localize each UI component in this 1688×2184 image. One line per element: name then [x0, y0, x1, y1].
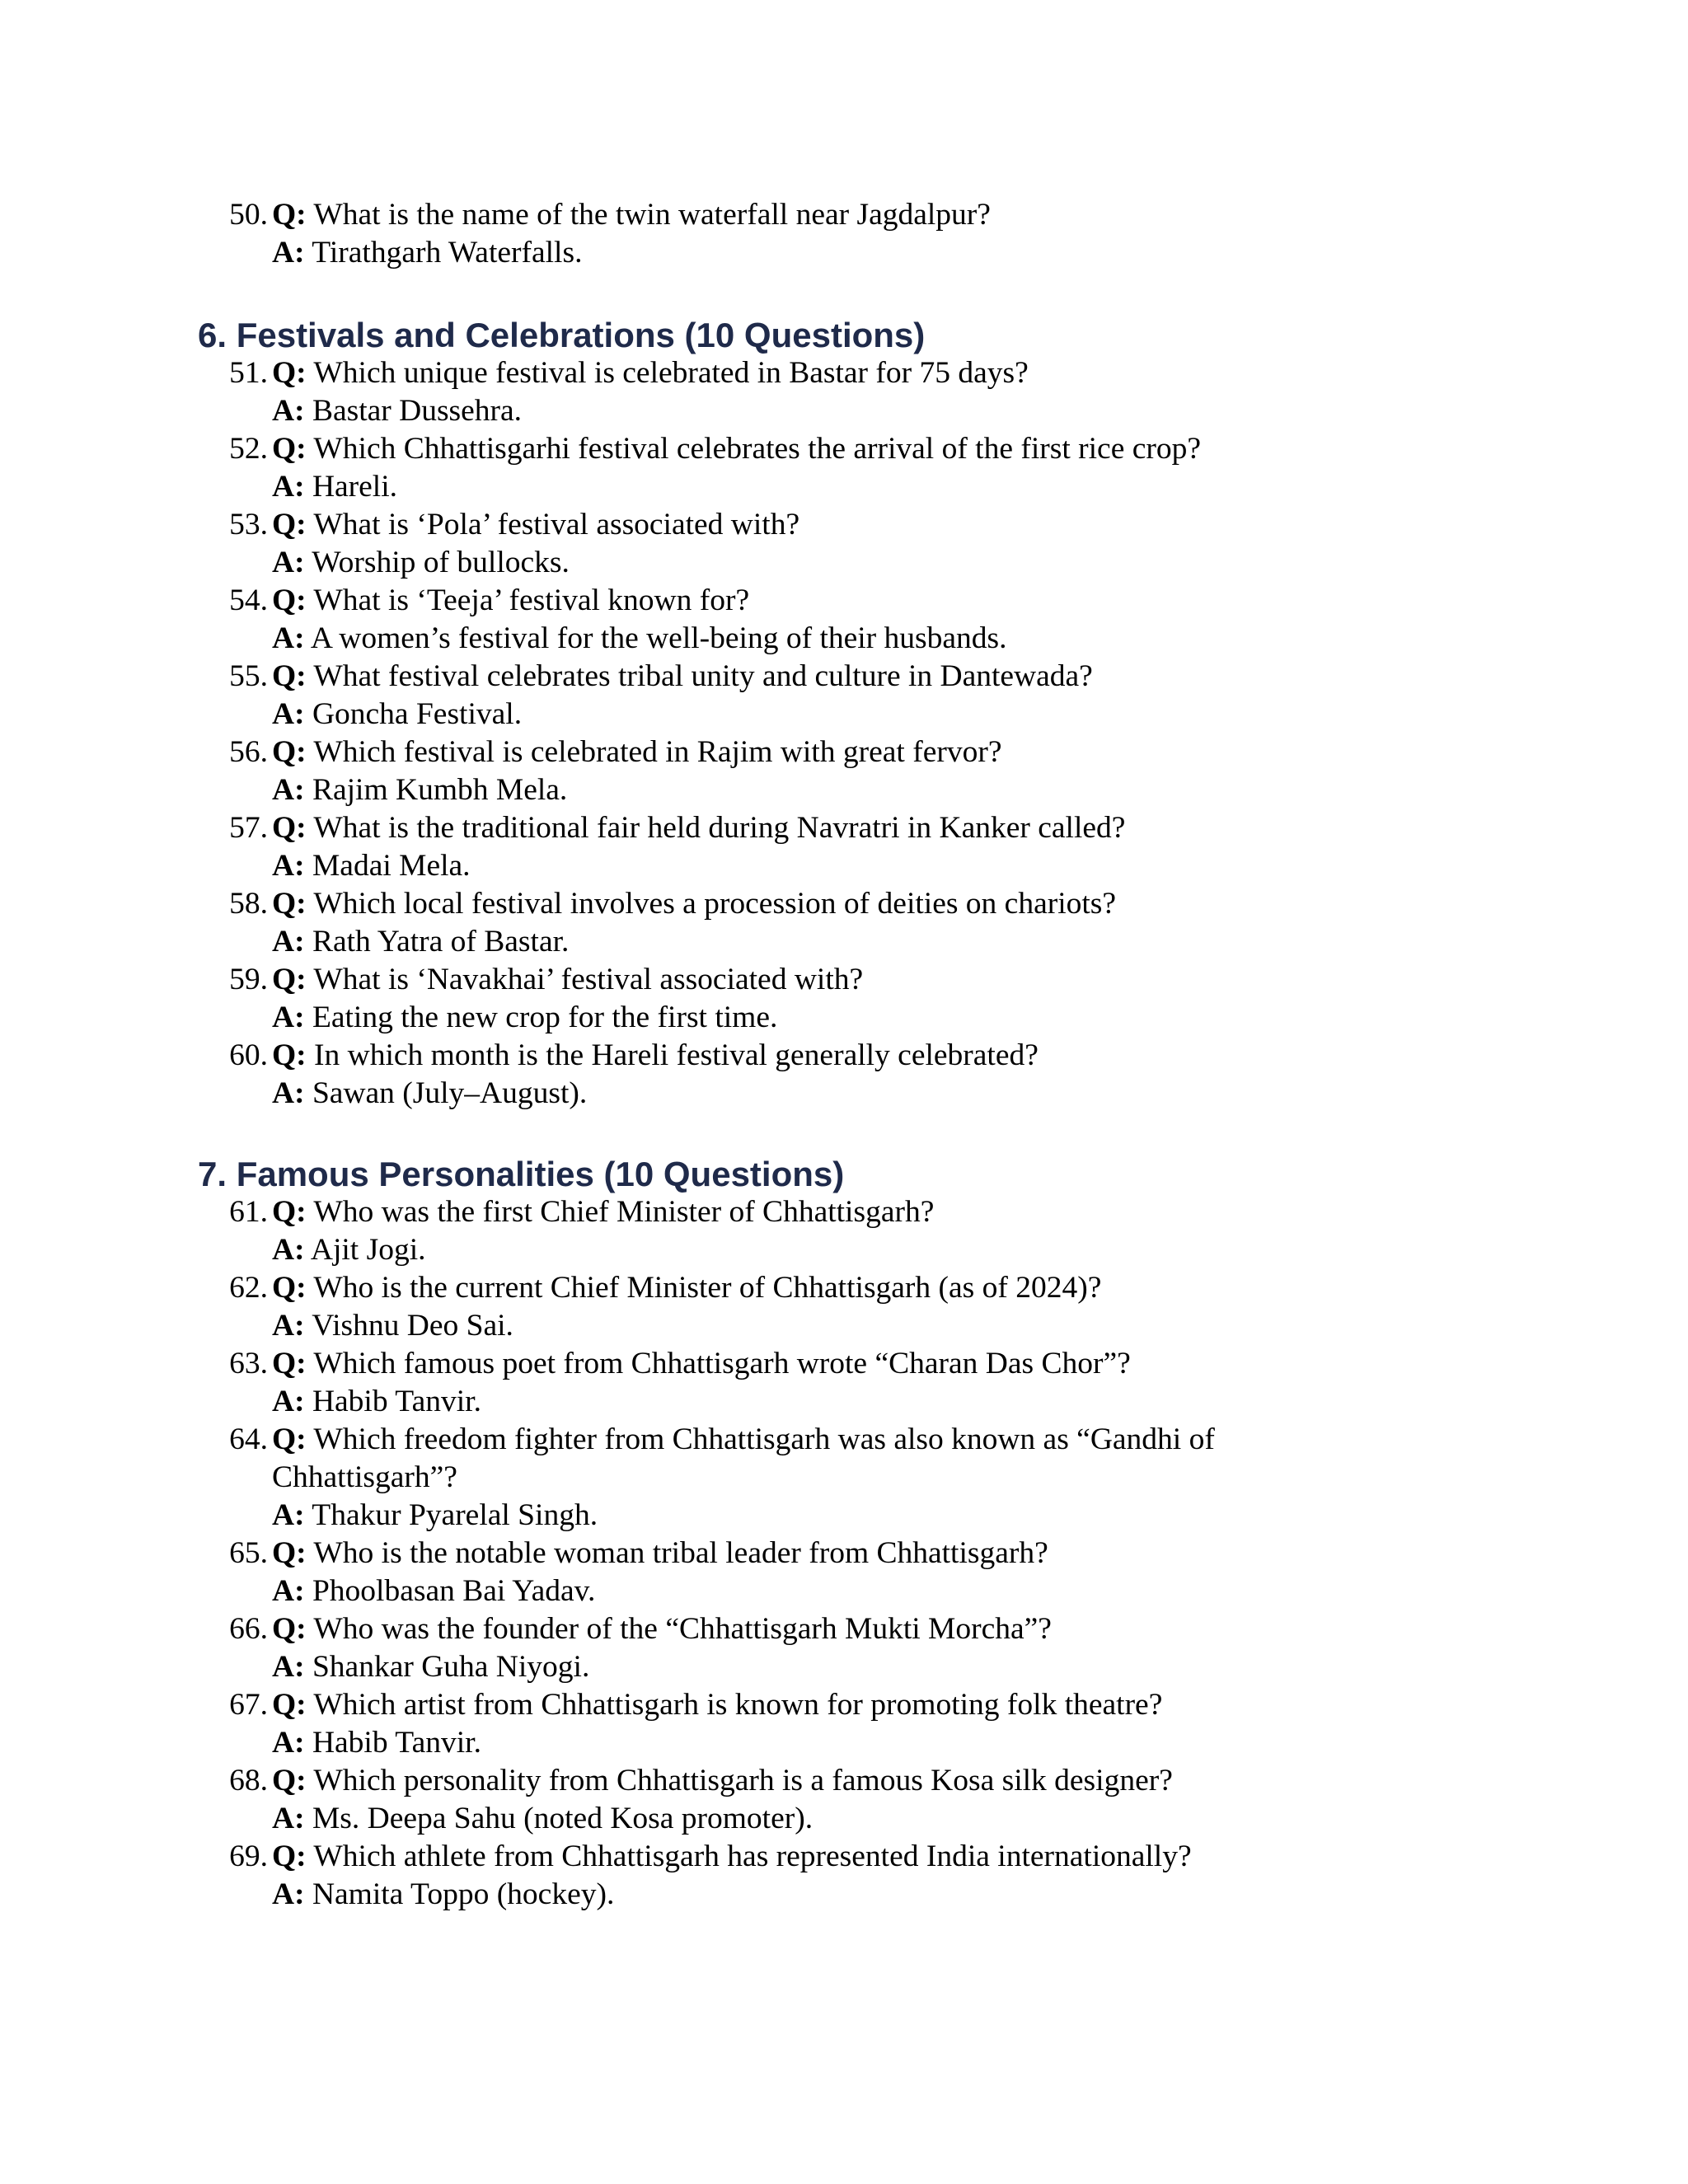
q-label: Q:	[272, 1840, 307, 1873]
answer-line	[0, 999, 1688, 1037]
answer-text: Tirathgarh Waterfalls.	[312, 236, 583, 269]
question-line-continued: Chhattisgarh”?	[272, 1460, 457, 1494]
a-label: A:	[272, 1726, 305, 1760]
qa-item-63	[0, 1345, 1688, 1421]
a-label: A:	[272, 925, 305, 958]
a-label: A:	[272, 546, 305, 579]
question-number: 53.	[229, 508, 268, 541]
a-label: A:	[272, 236, 305, 269]
q-label: Q:	[272, 1271, 307, 1305]
question-number: 62.	[229, 1271, 268, 1305]
answer-line	[0, 392, 1688, 430]
q-label: Q:	[272, 1038, 307, 1072]
question-text: What is ‘Navakhai’ festival associated with?	[313, 963, 864, 996]
q-label: Q:	[272, 811, 307, 845]
answer-line	[0, 1231, 1688, 1269]
question-text: Which unique festival is celebrated in Bastar for 75 days?	[313, 356, 1029, 390]
question-number: 52.	[229, 432, 268, 466]
a-label: A:	[272, 697, 305, 731]
qa-item-57	[0, 809, 1688, 885]
qa-item-66	[0, 1610, 1688, 1686]
question-text: Who was the founder of the “Chhattisgarh Mukti Morcha”?	[313, 1612, 1052, 1646]
q-label: Q:	[272, 432, 307, 466]
qa-item-61	[0, 1193, 1688, 1269]
answer-line	[0, 1497, 1688, 1535]
a-label: A:	[272, 1385, 305, 1418]
answer-line	[0, 1800, 1688, 1838]
question-text: What is ‘Teeja’ festival known for?	[313, 583, 750, 617]
answer-text: Bastar Dussehra.	[312, 394, 523, 428]
question-text: What festival celebrates tribal unity and culture in Dantewada?	[313, 659, 1093, 693]
qa-item-69	[0, 1838, 1688, 1914]
answer-text: Rajim Kumbh Mela.	[312, 773, 568, 807]
q-label: Q:	[272, 1688, 307, 1722]
qa-item-52	[0, 430, 1688, 506]
answer-line	[0, 544, 1688, 582]
q-label: Q:	[272, 1764, 307, 1797]
q-label: Q:	[272, 735, 307, 769]
question-text: What is ‘Pola’ festival associated with?	[313, 508, 800, 541]
answer-text: Eating the new crop for the first time.	[312, 1001, 778, 1034]
q-label: Q:	[272, 1195, 307, 1229]
qa-item-65	[0, 1535, 1688, 1610]
answer-line	[0, 771, 1688, 809]
question-text: What is the traditional fair held during Navratri in Kanker called?	[313, 811, 1126, 845]
qa-item-68	[0, 1762, 1688, 1838]
q-label: Q:	[272, 659, 307, 693]
answer-line	[0, 1876, 1688, 1914]
answer-text: Namita Toppo (hockey).	[312, 1877, 615, 1911]
q-label: Q:	[272, 1612, 307, 1646]
question-number: 60.	[229, 1038, 268, 1072]
question-text: Which artist from Chhattisgarh is known for promoting folk theatre?	[313, 1688, 1163, 1722]
qa-item-67	[0, 1686, 1688, 1762]
q-label: Q:	[272, 508, 307, 541]
question-number: 54.	[229, 583, 268, 617]
a-label: A:	[272, 849, 305, 883]
qa-item-59	[0, 961, 1688, 1037]
qa-item-64	[0, 1421, 1688, 1535]
qa-item-51	[0, 354, 1688, 430]
q-label: Q:	[272, 1422, 307, 1456]
question-number: 51.	[229, 356, 268, 390]
answer-line	[0, 1383, 1688, 1421]
question-number: 64.	[229, 1422, 268, 1456]
question-text: Who was the first Chief Minister of Chhattisgarh?	[313, 1195, 935, 1229]
a-label: A:	[272, 470, 305, 504]
a-label: A:	[272, 621, 305, 655]
question-number: 59.	[229, 963, 268, 996]
question-text: Which local festival involves a procession of deities on chariots?	[313, 887, 1117, 921]
answer-text: Habib Tanvir.	[312, 1385, 481, 1418]
question-text: Who is the current Chief Minister of Chhattisgarh (as of 2024)?	[313, 1271, 1102, 1305]
a-label: A:	[272, 1574, 305, 1608]
question-number: 68.	[229, 1764, 268, 1797]
question-text: Which athlete from Chhattisgarh has represented India internationally?	[313, 1840, 1192, 1873]
answer-text: Hareli.	[312, 470, 398, 504]
answer-text: Phoolbasan Bai Yadav.	[312, 1574, 596, 1608]
a-label: A:	[272, 1877, 305, 1911]
q-label: Q:	[272, 1347, 307, 1380]
qa-item-50	[0, 196, 1688, 272]
answer-text: Sawan (July–August).	[312, 1076, 588, 1110]
answer-text: Madai Mela.	[312, 849, 471, 883]
question-number: 67.	[229, 1688, 268, 1722]
question-text: Which famous poet from Chhattisgarh wrote “Charan Das Chor”?	[313, 1347, 1131, 1380]
qa-item-55	[0, 658, 1688, 733]
qa-list-top	[0, 196, 1688, 272]
answer-text: A women’s festival for the well-being of their husbands.	[310, 621, 1007, 655]
qa-item-58	[0, 885, 1688, 961]
answer-text: Goncha Festival.	[312, 697, 523, 731]
question-text: What is the name of the twin waterfall near Jagdalpur?	[313, 198, 991, 232]
question-number: 56.	[229, 735, 268, 769]
qa-item-62	[0, 1269, 1688, 1345]
question-text: Which festival is celebrated in Rajim with great fervor?	[313, 735, 1002, 769]
answer-line	[0, 1648, 1688, 1686]
answer-line	[0, 468, 1688, 506]
a-label: A:	[272, 1498, 305, 1532]
question-number: 61.	[229, 1195, 268, 1229]
question-number: 63.	[229, 1347, 268, 1380]
answer-text: Shankar Guha Niyogi.	[312, 1650, 590, 1684]
answer-line	[0, 696, 1688, 733]
answer-text: Ajit Jogi.	[310, 1233, 426, 1267]
answer-line	[0, 234, 1688, 272]
section-heading-personalities: 7. Famous Personalities (10 Questions)	[198, 1155, 845, 1193]
answer-text: Vishnu Deo Sai.	[312, 1309, 513, 1343]
q-label: Q:	[272, 887, 307, 921]
a-label: A:	[272, 773, 305, 807]
answer-line	[0, 847, 1688, 885]
question-text: Which Chhattisgarhi festival celebrates the arrival of the first rice crop?	[313, 432, 1201, 466]
answer-text: Rath Yatra of Bastar.	[312, 925, 570, 958]
qa-item-53	[0, 506, 1688, 582]
qa-item-60	[0, 1037, 1688, 1113]
a-label: A:	[272, 1309, 305, 1343]
answer-text: Worship of bullocks.	[312, 546, 570, 579]
question-number: 50.	[229, 198, 268, 232]
answer-line	[0, 1307, 1688, 1345]
answer-line	[0, 923, 1688, 961]
answer-line	[0, 620, 1688, 658]
a-label: A:	[272, 394, 305, 428]
question-text: Which personality from Chhattisgarh is a famous Kosa silk designer?	[313, 1764, 1173, 1797]
q-label: Q:	[272, 583, 307, 617]
question-number: 58.	[229, 887, 268, 921]
qa-item-56	[0, 733, 1688, 809]
a-label: A:	[272, 1001, 305, 1034]
a-label: A:	[272, 1233, 305, 1267]
qa-list-festivals	[0, 354, 1688, 1113]
a-label: A:	[272, 1650, 305, 1684]
answer-line	[0, 1075, 1688, 1113]
question-number: 65.	[229, 1536, 268, 1570]
answer-text: Thakur Pyarelal Singh.	[312, 1498, 598, 1532]
q-label: Q:	[272, 356, 307, 390]
a-label: A:	[272, 1802, 305, 1835]
question-text: In which month is the Hareli festival generally celebrated?	[314, 1038, 1039, 1072]
qa-item-54	[0, 582, 1688, 658]
q-label: Q:	[272, 1536, 307, 1570]
question-number: 57.	[229, 811, 268, 845]
answer-text: Habib Tanvir.	[312, 1726, 481, 1760]
question-number: 55.	[229, 659, 268, 693]
answer-line	[0, 1572, 1688, 1610]
question-text: Who is the notable woman tribal leader from Chhattisgarh?	[313, 1536, 1048, 1570]
qa-list-personalities	[0, 1193, 1688, 1914]
question-text: Which freedom fighter from Chhattisgarh was also known as “Gandhi of	[313, 1422, 1215, 1456]
answer-text: Ms. Deepa Sahu (noted Kosa promoter).	[312, 1802, 814, 1835]
question-number: 69.	[229, 1840, 268, 1873]
q-label: Q:	[272, 198, 307, 232]
q-label: Q:	[272, 963, 307, 996]
a-label: A:	[272, 1076, 305, 1110]
answer-line	[0, 1724, 1688, 1762]
question-number: 66.	[229, 1612, 268, 1646]
section-heading-festivals: 6. Festivals and Celebrations (10 Questions)	[198, 316, 926, 354]
